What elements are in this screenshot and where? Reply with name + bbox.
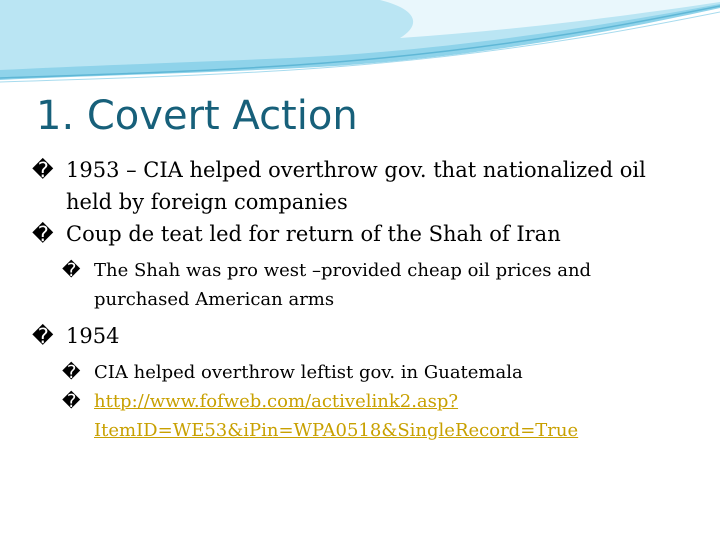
sub-bullet-guatemala (32, 358, 692, 387)
bullet-text: The Shah was pro west –provided cheap oil prices and purchased American arms (94, 260, 592, 310)
slide-title: 1. Covert Action (36, 93, 358, 139)
bullet-text: 1953 – CIA helped overthrow gov. that nationalized oil held by foreign companies (66, 158, 646, 214)
bullet-1954 (32, 320, 692, 352)
bullet-text: 1954 (66, 324, 120, 348)
sub-bullet-shah (32, 256, 692, 314)
bullet-glyph-icon: � (32, 324, 54, 348)
sub-bullet-link (32, 387, 692, 445)
bullet-glyph-icon: � (32, 222, 54, 246)
bullet-glyph-icon: � (32, 158, 54, 182)
bullet-1953 (32, 154, 692, 218)
header-wave-decoration (0, 0, 720, 90)
bullet-glyph-icon: � (62, 362, 81, 383)
bullet-text: Coup de teat led for return of the Shah of Iran (66, 222, 561, 246)
bullet-coup (32, 218, 692, 250)
fofweb-link[interactable]: http://www.fofweb.com/activelink2.asp? ItemID=WE53&iPin=WPA0518&SingleRecord=True (94, 391, 579, 441)
slide-content (32, 154, 692, 445)
bullet-glyph-icon: � (62, 260, 81, 281)
bullet-text: CIA helped overthrow leftist gov. in Guatemala (94, 362, 523, 383)
bullet-glyph-icon: � (62, 391, 81, 412)
